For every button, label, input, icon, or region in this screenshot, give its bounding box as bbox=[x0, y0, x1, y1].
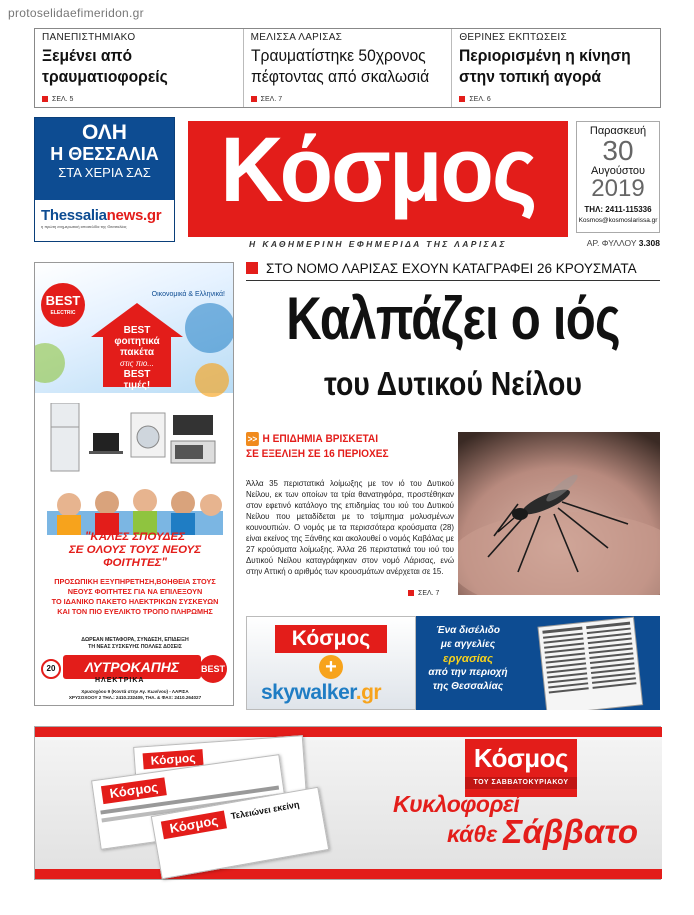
thessalianews-ad[interactable] bbox=[34, 117, 175, 242]
newspaper-image: Κόσμος bbox=[133, 735, 307, 807]
ad-delivery: ΔΩΡΕΑΝ ΜΕΤΑΦΟΡΑ, ΣΥΝΔΕΣΗ, ΕΠΙΔΕΙΞΗ ΤΗ ΝΕΑΣ ΣΥΣΚΕΥΗΣ ΠΟΛΛΕΣ ΔΟΣΕΙΣ bbox=[81, 637, 189, 650]
thessalia-ad-banner bbox=[35, 118, 174, 200]
thessalianews-logo: Thessalianews.gr bbox=[41, 207, 162, 224]
skywalker-logo: skywalker.gr bbox=[261, 681, 382, 704]
best-electric-ad[interactable] bbox=[34, 262, 234, 706]
shop-subtitle: ΗΛΕΚΤΡΙΚΑ bbox=[95, 677, 145, 684]
main-headline[interactable]: Καλπάζει ο ιός bbox=[286, 285, 620, 352]
teaser-kicker: ΘΕΡΙΝΕΣ ΕΚΠΤΩΣΕΙΣ bbox=[459, 32, 567, 43]
best-electric-logo: BEST ELECTRIC bbox=[41, 283, 85, 327]
best-electric-small-logo: BEST bbox=[199, 655, 227, 683]
teaser-title: Ξεμένει από τραυματιοφορείς bbox=[42, 46, 168, 86]
weekday: Παρασκευή bbox=[589, 125, 647, 137]
ad-house-text: BEST φοιτητικά πακέτα στις πιο... BEST τιμές! bbox=[114, 325, 160, 391]
story-body: Άλλα 35 περιστατικά λοίμωξης με τον ιό του Δυτικού Νείλου, εκ των οποίων τα τρία θανατηφόρα, προστέθηκαν στον εφετινό κατάλογο της επιδημίας του ιού του Δυτικού Νείλου που μεταδίδεται με το τσίμπημα μολυσμένων κουνουπιών. Ο νομός με τα περισσότερα κρούσματα (28) είναι εκείνος της Ξάνθης και ακολουθεί ο νομός Καβάλας με 27 κρούσματα λοίμωξης. Άλλα 26 περιστατικά του ιού του Δυτικού Νείλου καταγράφηκαν στον νομό Λάρισας, ενώ στην Αττική ο αριθμός των κρουσμάτων ανέρχεται σε 15. bbox=[246, 479, 454, 576]
teaser-title: Περιορισμένη η κίνηση στην τοπική αγορά bbox=[459, 46, 632, 86]
teaser-accident[interactable] bbox=[244, 29, 453, 107]
classifieds-pages-image bbox=[520, 616, 660, 710]
skywalker-logo-panel bbox=[246, 616, 416, 710]
teaser-page: ΣΕΛ. 6 bbox=[459, 96, 490, 103]
students-image bbox=[47, 475, 223, 535]
newspaper-image: Κόσμος bbox=[91, 754, 289, 850]
mosquito-photo bbox=[458, 432, 660, 595]
teaser-title: Τραυματίστηκε 50χρονος πέφτοντας από σκαλωσιά bbox=[250, 46, 429, 86]
ad-slogan: Οικονομικά & Ελληνικά! bbox=[151, 291, 225, 298]
bullet-icon bbox=[408, 590, 414, 596]
decor-circle bbox=[185, 303, 234, 353]
circulation-text: κάθε bbox=[447, 821, 498, 847]
teaser-kicker: ΠΑΝΕΠΙΣΤΗΜΙΑΚΟ bbox=[42, 32, 136, 43]
ad-line: Η ΘΕΣΣΑΛΙΑ bbox=[50, 144, 159, 164]
divider bbox=[246, 280, 660, 281]
newspaper-logo[interactable]: Κόσμος bbox=[220, 119, 536, 221]
bullet-icon bbox=[251, 96, 257, 102]
bullet-icon bbox=[459, 96, 465, 102]
ad-line: ΟΛΗ bbox=[82, 121, 127, 144]
circulation-day: Σάββατο bbox=[503, 813, 639, 850]
appliances-image bbox=[45, 403, 225, 473]
skywalker-banner[interactable] bbox=[246, 616, 660, 710]
skywalker-text: Ένα δισέλιδο με αγγελίες εργασίας από την περιοχή της Θεσσαλίας bbox=[416, 616, 520, 710]
banner-stripe-top bbox=[35, 727, 662, 737]
newspaper-image: Κόσμος Τελειώνει εκείνη bbox=[151, 787, 330, 880]
top-teasers bbox=[34, 28, 661, 108]
thessalianews-tagline: η πρώτη ενημερωτική ιστοσελίδα της Θεσσαλίας bbox=[41, 224, 127, 229]
main-headline-second-line[interactable]: του Δυτικού Νείλου bbox=[324, 365, 582, 402]
year: 2019 bbox=[591, 175, 645, 202]
ad-line: ΣΤΑ ΧΕΡΙΑ ΣΑΣ bbox=[58, 165, 151, 180]
plus-icon: + bbox=[319, 655, 343, 679]
day-number: 30 bbox=[602, 135, 634, 166]
ad-services: ΠΡΟΣΩΠΙΚΗ ΕΞΥΠΗΡΕΤΗΣΗ,ΒΟΗΘΕΙΑ ΣΤΟΥΣ ΝΕΟΥΣ ΦΟΙΤΗΤΕΣ ΓΙΑ ΝΑ ΕΠΙΛΕΞΟΥΝ ΤΟ ΙΔΑΝΙΚΟ ΠΑΚΕΤΟ ΗΛΕΚΤΡΙΚΩΝ ΣΥΣΚΕΥΩΝ ΚΑΙ ΤΟΝ ΠΙΟ ΕΥΕΛΙΚΤΟ ΤΡΟΠΟ ΠΛΗΡΩΜΗΣ bbox=[51, 577, 219, 616]
arrow-icon: >> bbox=[247, 434, 258, 444]
shop-address: Χρυσοχόου 9 (Κοντά στην Αγ. Κων/νου) - ΛΑΡΙΣΑ ΧΡΥΣΟΧΟΟΥ 2 ΤΗΛ.: 2410.232409, ΤΗΛ. & ΦΑΞ: 2410.264027 bbox=[68, 689, 202, 700]
date-box bbox=[576, 121, 660, 233]
teaser-hospital[interactable] bbox=[35, 29, 244, 107]
teaser-page: ΣΕΛ. 5 bbox=[42, 96, 73, 103]
banner-stripe-bottom bbox=[35, 869, 662, 879]
story-kicker: ΣΤΟ ΝΟΜΟ ΛΑΡΙΣΑΣ ΕΧΟΥΝ ΚΑΤΑΓΡΑΦΕΙ 26 ΚΡΟΥΣΜΑΤΑ bbox=[246, 261, 660, 276]
month: Αυγούστου bbox=[590, 165, 646, 177]
masthead-tagline: Η ΚΑΘΗΜΕΡΙΝΗ ΕΦΗΜΕΡΙΔΑ ΤΗΣ ΛΑΡΙΣΑΣ bbox=[249, 239, 507, 249]
phone: ΤΗΛ: 2411-115336 bbox=[584, 205, 652, 214]
teaser-kicker: ΜΕΛΙΣΣΑ ΛΑΡΙΣΑΣ bbox=[250, 32, 343, 43]
bullet-icon bbox=[246, 262, 258, 274]
kosmos-logo: Κόσμος bbox=[275, 625, 387, 653]
story-page-ref: ΣΕΛ. 7 bbox=[408, 590, 439, 597]
years-badge: 20 bbox=[41, 659, 61, 679]
circulation-text: Κυκλοφορεί bbox=[393, 791, 520, 817]
shop-logo: ΛΥΤΡΟΚΑΠΗΣ bbox=[63, 655, 201, 679]
story-subheadline: >> Η ΕΠΙΔΗΜΙΑ ΒΡΙΣΚΕΤΑΙ ΣΕ ΕΞΕΛΙΞΗ ΣΕ 16 ΠΕΡΙΟΧΕΣ bbox=[246, 433, 389, 460]
bullet-icon bbox=[42, 96, 48, 102]
email[interactable]: Kosmos@kosmoslarissa.gr bbox=[578, 217, 658, 224]
ad-quote: "ΚΑΛΕΣ ΣΠΟΥΔΕΣ ΣΕ ΟΛΟΥΣ ΤΟΥΣ ΝΕΟΥΣ ΦΟΙΤΗΤΕΣ" bbox=[68, 531, 202, 569]
decor-circle bbox=[195, 363, 229, 397]
issue-number: ΑΡ. ΦΥΛΛΟΥ 3.308 bbox=[586, 238, 660, 248]
site-watermark: protoselidaefimeridon.gr bbox=[8, 6, 144, 20]
teaser-page: ΣΕΛ. 7 bbox=[251, 96, 282, 103]
saturday-edition-banner[interactable] bbox=[34, 726, 661, 880]
kosmos-weekend-logo: Κόσμος ΤΟΥ ΣΑΒΒΑΤΟΚΥΡΙΑΚΟΥ bbox=[465, 739, 577, 797]
teaser-sales[interactable] bbox=[452, 29, 660, 107]
